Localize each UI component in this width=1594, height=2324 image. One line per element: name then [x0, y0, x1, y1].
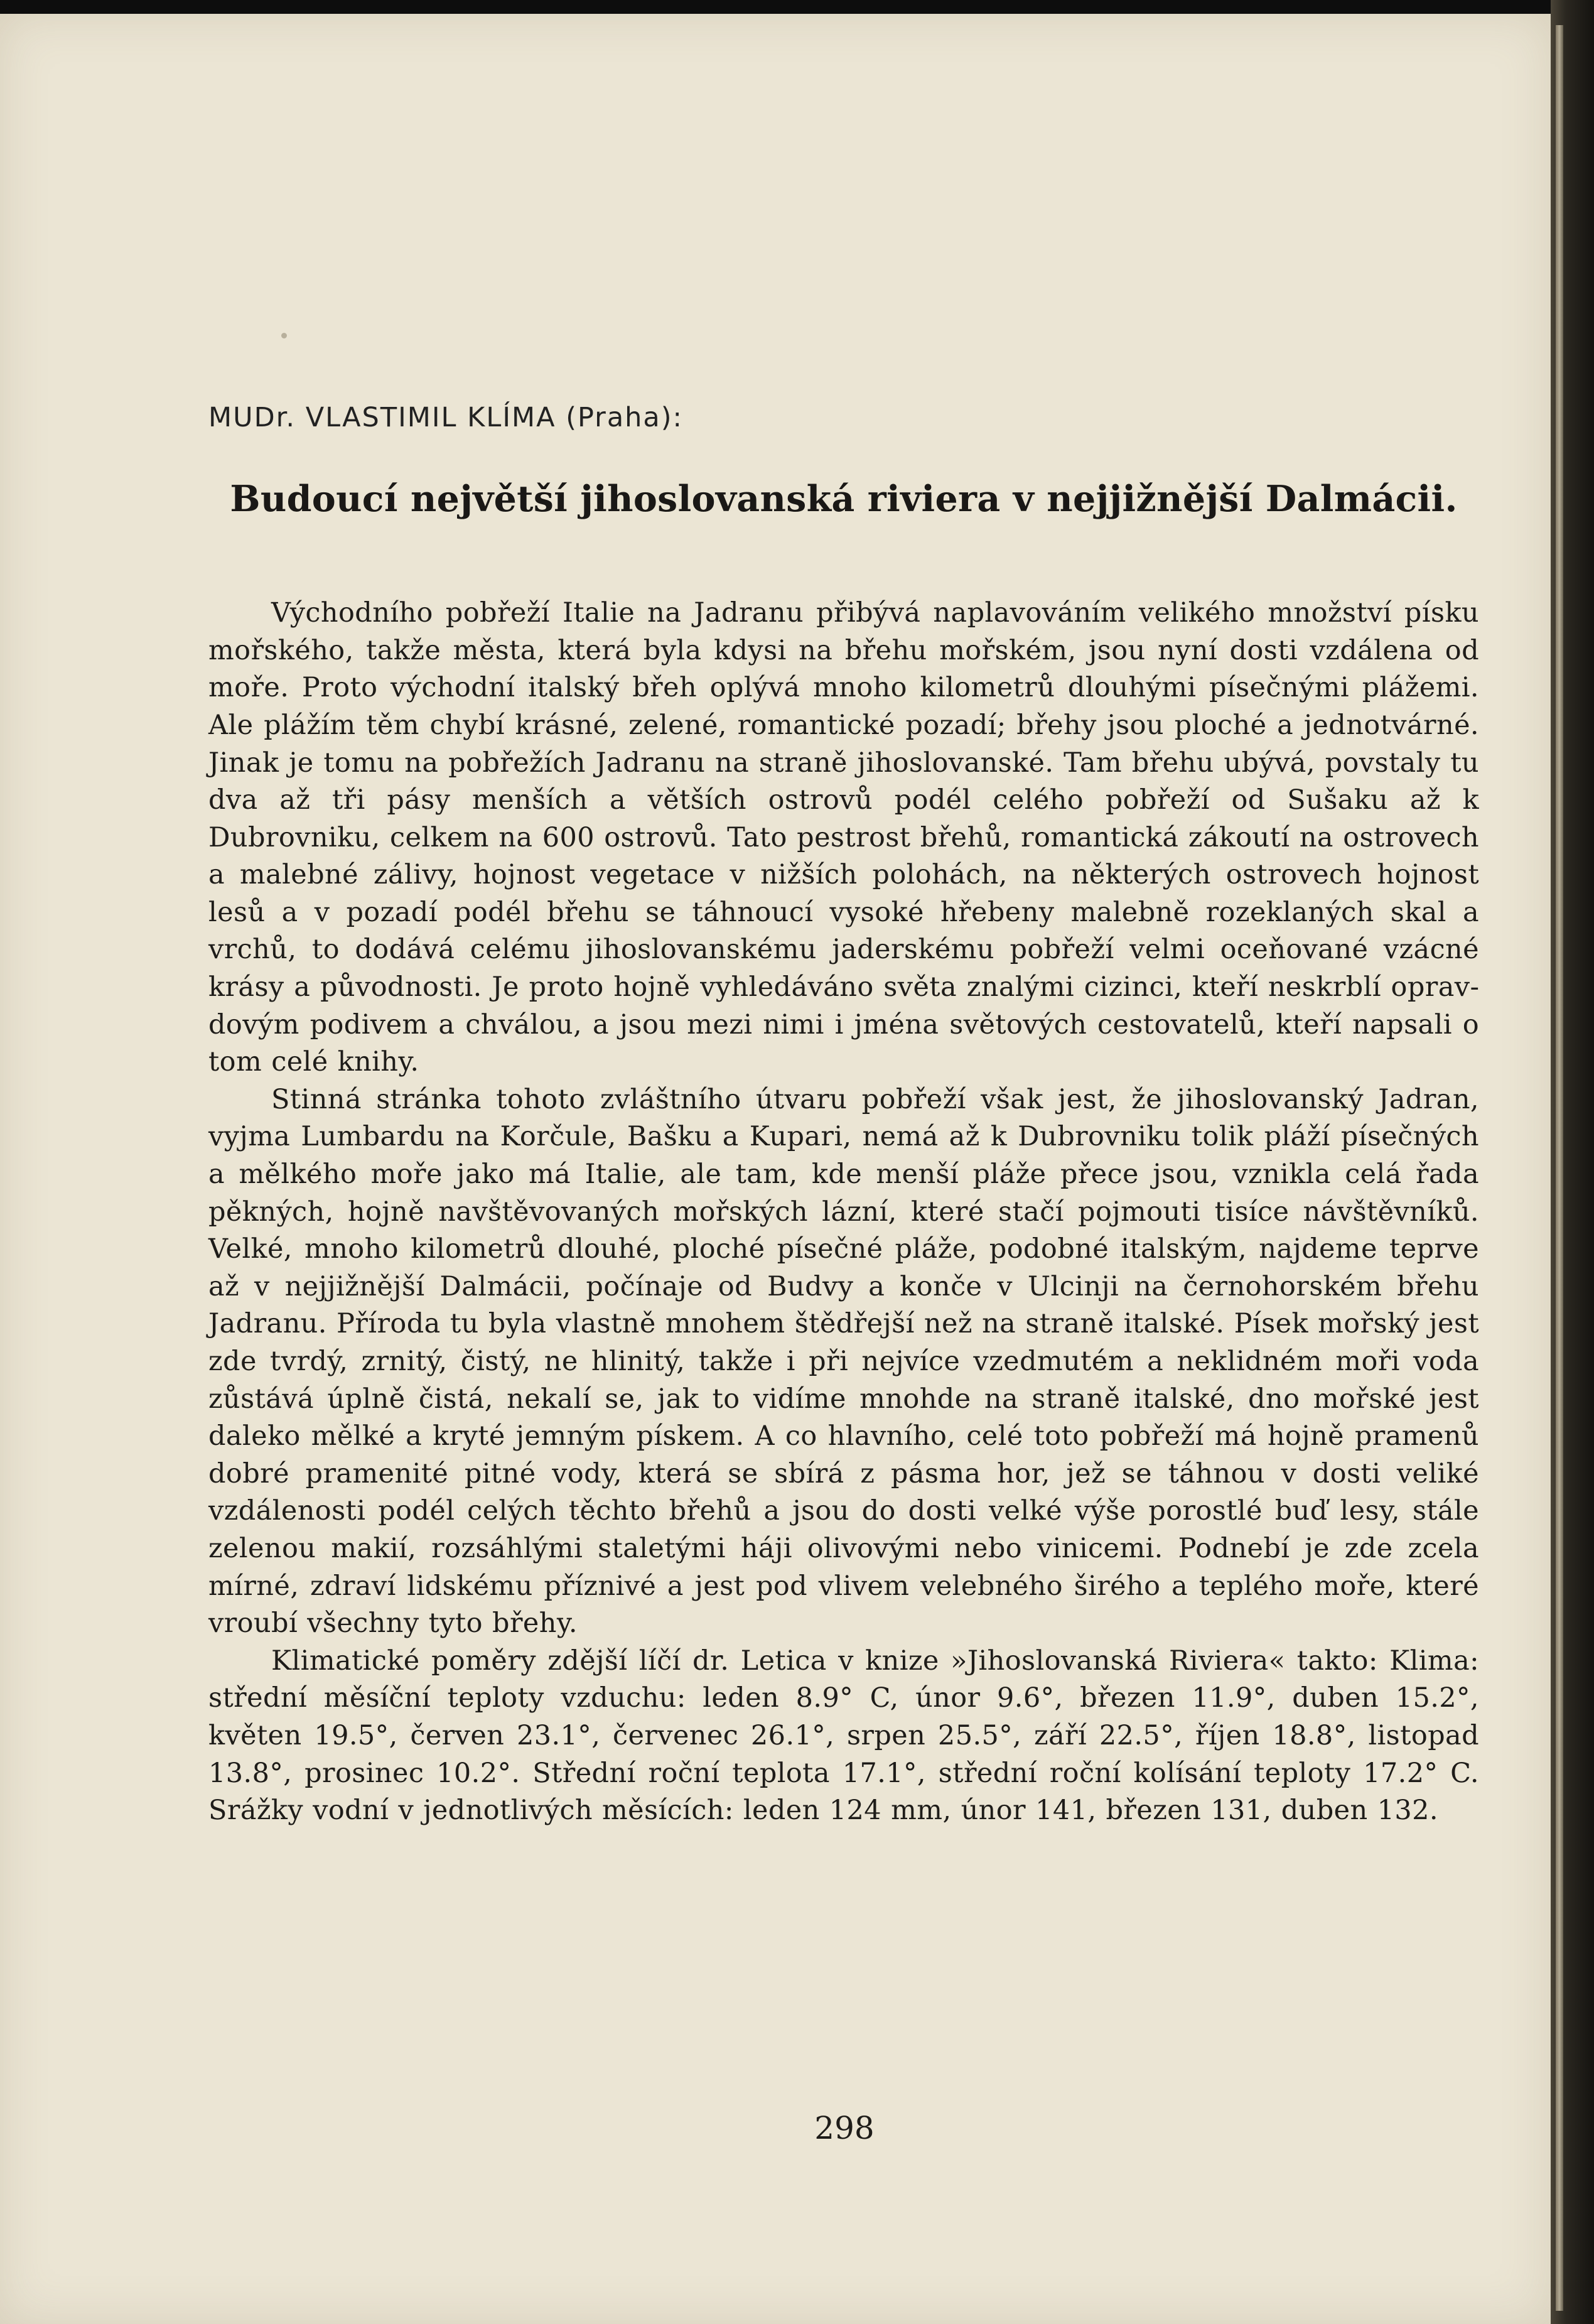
- article-body: [208, 595, 1479, 1830]
- page-number: 298: [814, 2110, 875, 2146]
- page-edge-highlight: [1556, 25, 1563, 2311]
- paragraph-1: Východního pobřeží Italie na Jadranu přibývá naplavováním velikého množství písku mořského, takže města, která byla kdysi na břehu mořském, jsou nyní dosti vzdálena od moře. Proto východní italský břeh oplývá mnoho kilometrů dlouhými písečnými plážemi. Ale plážím těm chybí krásné, zelené, romantické pozadí; břehy jsou ploché a jednotvárné. Jinak je tomu na pobřežích Jadranu na straně jihoslovanské. Tam břehu ubývá, povstaly tu dva až tři pásy menších a větších ostrovů podél celého pobřeží od Sušaku až k Dubrovniku, celkem na 600 ostrovů. Tato pestrost břehů, romantická zákoutí na ostrovech a malebné zálivy, hojnost vegetace v nižších polohách, na některých ostrovech hojnost lesů a v pozadí podél břehu se táhnoucí vysoké hřebeny malebně rozeklaných skal a vrchů, to dodává celému jihoslovanskému jaderskému pobřeží velmi oceňované vzácné krásy a původnosti. Je proto hojně vyhledáváno světa znalými cizinci, kteří neskrblí opravdovým podivem a chválou, a jsou mezi nimi i jména světových cestovatelů, kteří napsali o tom celé knihy.: [208, 597, 1479, 1078]
- article: [208, 402, 1479, 1830]
- paragraph-2: Stinná stránka tohoto zvláštního útvaru pobřeží však jest, že jihoslovanský Jadran, vyjma Lumbardu na Korčule, Bašku a Kupari, nemá až k Dubrovniku tolik pláží písečných a mělkého moře jako má Italie, ale tam, kde menší pláže přece jsou, vznikla celá řada pěkných, hojně navštěvovaných mořských lázní, které stačí pojmouti tisíce návštěvníků. Velké, mnoho kilometrů dlouhé, ploché písečné pláže, podobné italským, najdeme teprve až v nejjižnější Dalmácii, počínaje od Budvy a konče v Ulcinji na černohorském břehu Jadranu. Příroda tu byla vlastně mnohem štědřejší než na straně italské. Písek mořský jest zde tvrdý, zrnitý, čistý, ne hlinitý, takže i při nejvíce vzedmutém a neklidném moři voda zůstává úplně čistá, nekalí se, jak to vidíme mnohde na straně italské, dno mořské jest daleko mělké a kryté jemným pískem. A co hlavního, celé toto pobřeží má hojně pramenů dobré pramenité pitné vody, která se sbírá z pásma hor, jež se táhnou v dosti veliké vzdálenosti podél celých těchto břehů a jsou do dosti velké výše porostlé buď lesy, stále zelenou makií, rozsáhlými staletými háji olivovými nebo vinicemi. Podnebí je zde zcela mírné, zdraví lidskému příznivé a jest pod vlivem velebného širého a teplého moře, které vroubí všechny tyto břehy.: [208, 1083, 1479, 1640]
- paper-speck: [281, 333, 287, 338]
- paragraph-3: Klimatické poměry zdější líčí dr. Letica v knize »Jihoslovanská Riviera« takto: Klima: střední měsíční teploty vzduchu: leden 8.9° C, únor 9.6°, březen 11.9°, duben 15.2°, květen 19.5°, červen 23.1°, červenec 26.1°, srpen 25.5°, září 22.5°, říjen 18.8°, listopad 13.8°, prosinec 10.2°. Střední roční teplota 17.1°, střední roční kolísání teploty 17.2° C. Srážky vodní v jednotlivých měsících: leden 124 mm, únor 141, březen 131, duben 132.: [208, 1645, 1479, 1827]
- author-line: MUDr. VLASTIMIL KLÍMA (Praha):: [208, 402, 684, 433]
- article-title: Budoucí největší jihoslovanská riviera v nejjižnější Dalmácii.: [230, 477, 1458, 520]
